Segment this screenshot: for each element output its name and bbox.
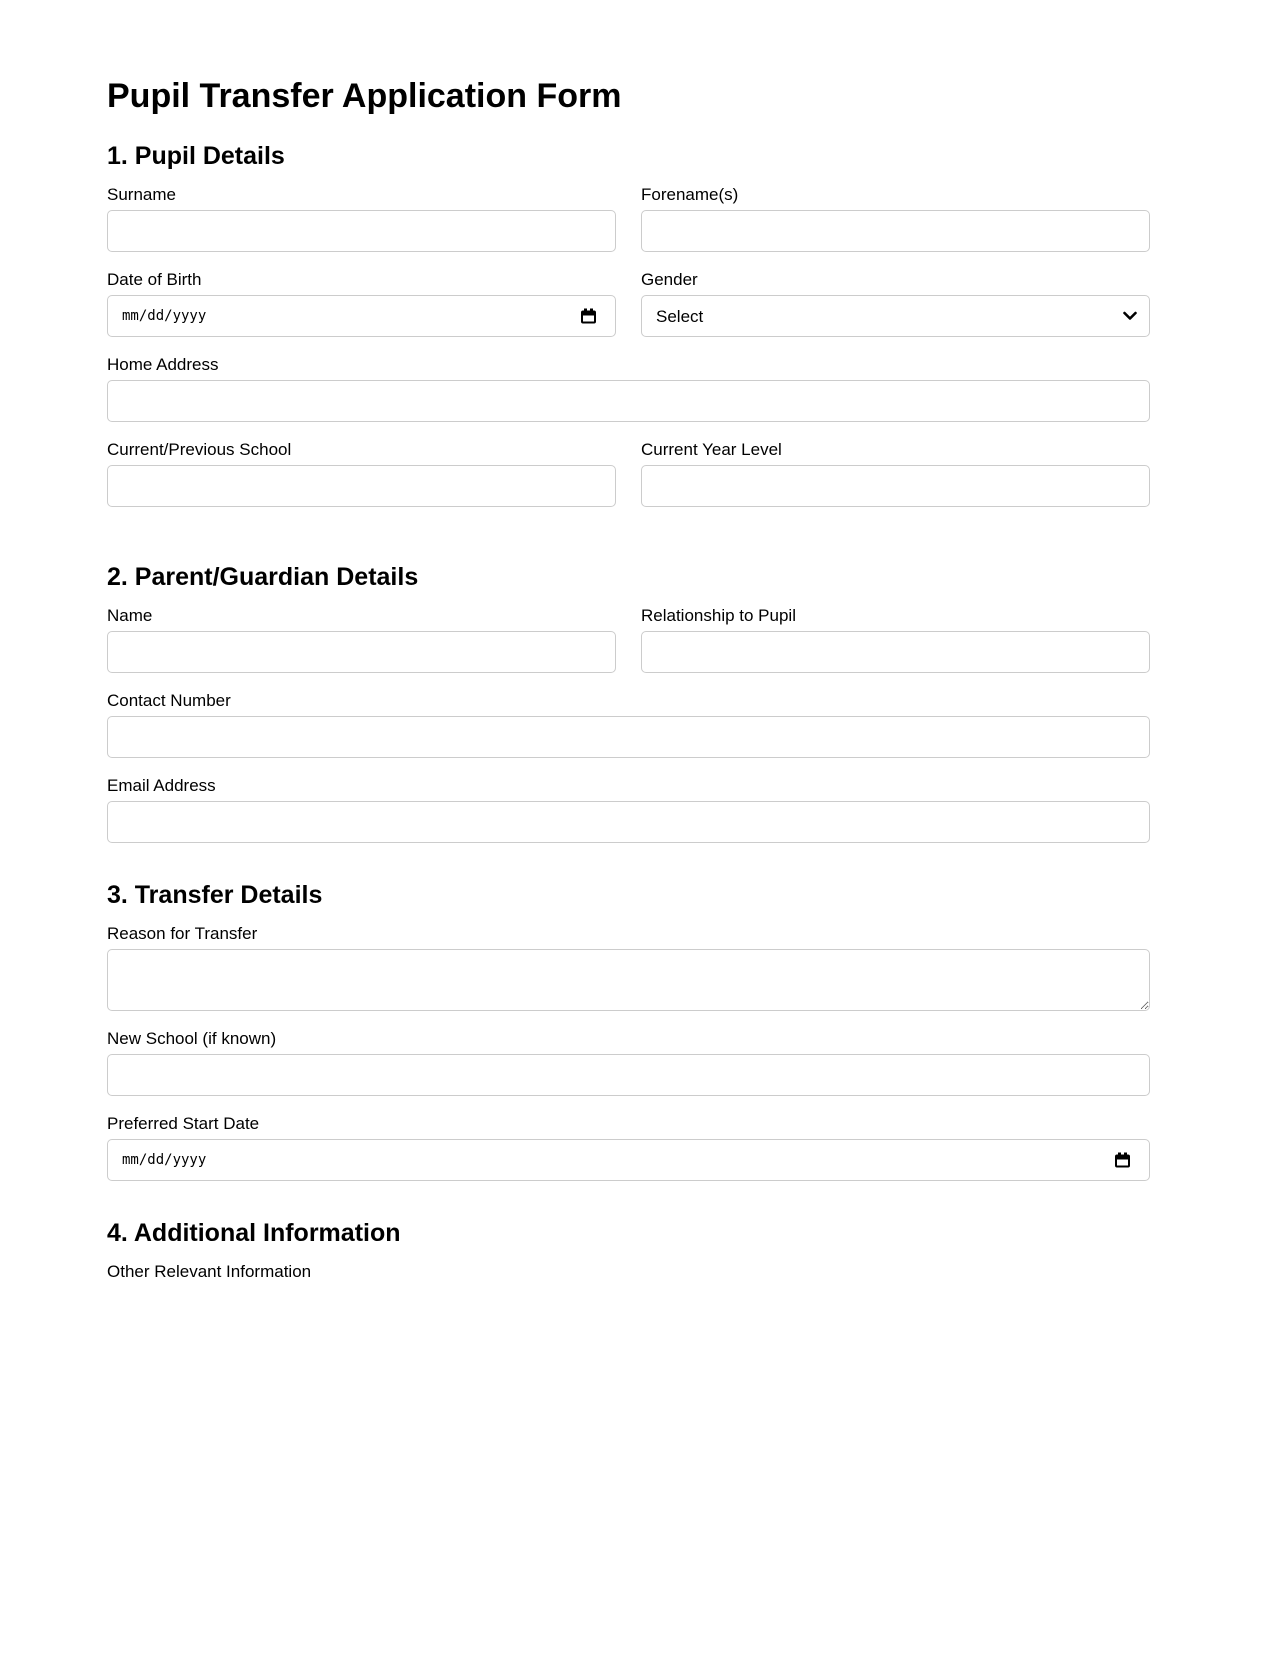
page-title: Pupil Transfer Application Form xyxy=(107,77,622,115)
pupil-details-heading: 1. Pupil Details xyxy=(107,142,285,170)
year-level-input[interactable] xyxy=(641,465,1150,507)
email-input[interactable] xyxy=(107,801,1150,843)
dob-label: Date of Birth xyxy=(107,270,202,289)
gender-label: Gender xyxy=(641,270,698,289)
start-date-label: Preferred Start Date xyxy=(107,1114,260,1133)
current-school-label: Current/Previous School xyxy=(107,440,292,459)
contact-number-field xyxy=(107,691,1150,758)
home-address-field xyxy=(107,355,1150,422)
start-date-field xyxy=(107,1114,1150,1181)
calendar-icon[interactable] xyxy=(1114,1152,1131,1169)
transfer-details-heading: 3. Transfer Details xyxy=(107,881,323,909)
dob-input[interactable] xyxy=(107,295,616,337)
section-pupil-details xyxy=(107,141,1150,525)
forenames-field xyxy=(641,185,1150,252)
reason-textarea[interactable] xyxy=(107,949,1150,1011)
current-school-field xyxy=(107,440,616,507)
additional-information-heading: 4. Additional Information xyxy=(107,1219,401,1247)
contact-number-input[interactable] xyxy=(107,716,1150,758)
dob-field xyxy=(107,270,616,337)
new-school-field xyxy=(107,1029,1150,1096)
start-date-placeholder: mm/dd/yyyy xyxy=(122,1152,207,1168)
email-label: Email Address xyxy=(107,776,216,795)
other-info-field xyxy=(107,1262,1150,1281)
home-address-input[interactable] xyxy=(107,380,1150,422)
start-date-input[interactable] xyxy=(107,1139,1150,1181)
email-field xyxy=(107,776,1150,843)
year-level-field xyxy=(641,440,1150,507)
surname-label: Surname xyxy=(107,185,176,204)
surname-field xyxy=(107,185,616,252)
forenames-label: Forename(s) xyxy=(641,185,739,204)
section-transfer-details xyxy=(107,880,1150,1181)
current-school-input[interactable] xyxy=(107,465,616,507)
gender-field xyxy=(641,270,1150,337)
new-school-label: New School (if known) xyxy=(107,1029,277,1048)
section-additional-information xyxy=(107,1218,1150,1281)
parent-name-input[interactable] xyxy=(107,631,616,673)
section-parent-guardian-details xyxy=(107,562,1150,843)
pupil-transfer-form xyxy=(107,0,1150,1281)
forenames-input[interactable] xyxy=(641,210,1150,252)
home-address-label: Home Address xyxy=(107,355,219,374)
parent-guardian-heading: 2. Parent/Guardian Details xyxy=(107,563,419,591)
relationship-input[interactable] xyxy=(641,631,1150,673)
new-school-input[interactable] xyxy=(107,1054,1150,1096)
dob-placeholder: mm/dd/yyyy xyxy=(122,308,207,324)
surname-input[interactable] xyxy=(107,210,616,252)
parent-name-label: Name xyxy=(107,606,153,625)
calendar-icon[interactable] xyxy=(580,308,597,325)
relationship-label: Relationship to Pupil xyxy=(641,606,796,625)
parent-name-field xyxy=(107,606,616,673)
relationship-field xyxy=(641,606,1150,673)
contact-number-label: Contact Number xyxy=(107,691,231,710)
reason-field xyxy=(107,924,1150,1011)
gender-select[interactable] xyxy=(641,295,1150,337)
reason-label: Reason for Transfer xyxy=(107,924,258,943)
year-level-label: Current Year Level xyxy=(641,440,782,459)
other-info-label: Other Relevant Information xyxy=(107,1262,312,1281)
